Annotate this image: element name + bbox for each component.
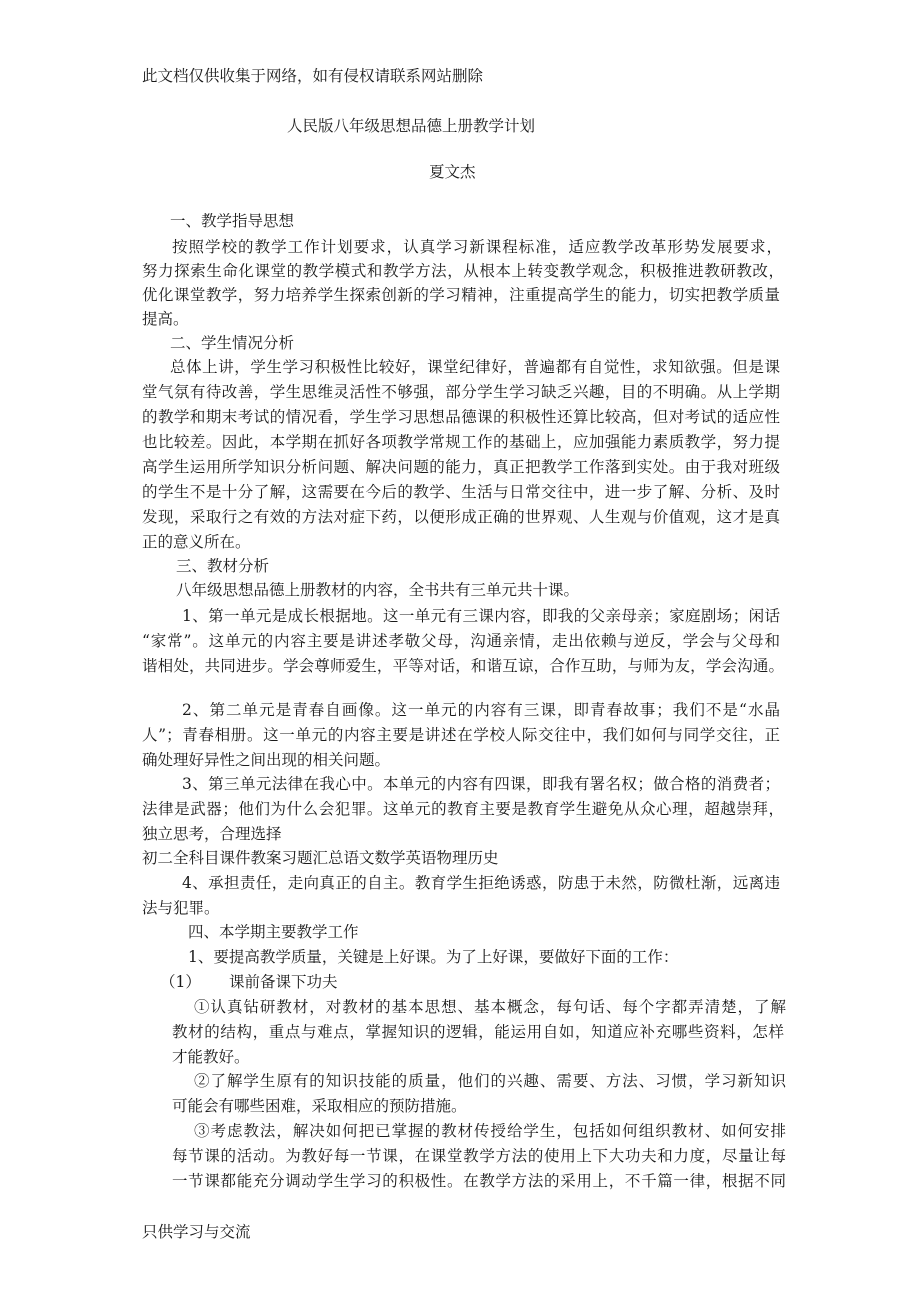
- paragraph-line: 正的意义所在。: [142, 533, 251, 551]
- paragraph-line: 独立思考，合理选择: [142, 825, 282, 843]
- paragraph-line: 每节课的活动。为教好每一节课，在课堂教学方法的使用上下大功夫和力度，尽量让每: [172, 1147, 786, 1165]
- paragraph-line: ③考虑教法，解决如何把已掌握的教材传授给学生，包括如何组织教材、如何安排: [194, 1122, 786, 1140]
- paragraph-line: 优化课堂教学，努力培养学生探索创新的学习精神，注重提高学生的能力，切实把教学质量: [142, 286, 780, 304]
- paragraph-line: 提高。: [142, 310, 189, 328]
- document-title: 人民版八年级思想品德上册教学计划: [287, 117, 536, 135]
- paragraph-line: 人”；青春相册。这一单元的内容主要是讲述在学校人际交往中，我们如何与同学交往，正: [142, 726, 780, 744]
- paragraph-line: 才能教好。: [172, 1048, 250, 1066]
- section-heading: 四、本学期主要教学工作: [188, 923, 359, 941]
- paragraph-line: 的教学和期末考试的情况看，学生学习思想品德课的积极性还算比较高，但对考试的适应性: [142, 408, 780, 426]
- paragraph-line: 1、要提高教学质量，关键是上好课。为了上好课，要做好下面的工作：: [188, 948, 679, 966]
- paragraph-line: 2、第二单元是青春自画像。这一单元的内容有三课，即青春故事；我们不是“水晶: [182, 701, 780, 719]
- paragraph-line: 努力探索生命化课堂的教学模式和教学方法，从根本上转变教学观念，积极推进教研教改，: [142, 262, 784, 280]
- paragraph-line: 高学生运用所学知识分析问题、解决问题的能力，真正把教学工作落到实处。由于我对班级: [142, 458, 780, 476]
- paragraph-line: 一节课都能充分调动学生学习的积极性。在教学方法的采用上，不千篇一律，根据不同: [172, 1172, 786, 1190]
- paragraph-line: ②了解学生原有的知识技能的质量，他们的兴趣、需要、方法、习惯，学习新知识: [194, 1072, 786, 1090]
- paragraph-line: 确处理好异性之间出现的相关问题。: [142, 751, 391, 769]
- paragraph-line: 法与犯罪。: [142, 899, 220, 917]
- paragraph-line: 发现，采取行之有效的方法对症下药，以便形成正确的世界观、人生观与价值观，这才是真: [142, 508, 780, 526]
- paragraph-line: 可能会有哪些困难，采取相应的预防措施。: [172, 1097, 467, 1115]
- paragraph-line: 八年级思想品德上册教材的内容，全书共有三单元共十课。: [176, 581, 580, 599]
- resource-link[interactable]: 初二全科目课件教案习题汇总语文数学英语物理历史: [142, 849, 499, 867]
- footer-note: 只供学习与交流: [142, 1223, 251, 1241]
- sub-item-label: 课前备课下功夫: [229, 973, 338, 991]
- paragraph-line: 法律是武器；他们为什么会犯罪。这单元的教育主要是教育学生避免从众心理，超越崇拜，: [142, 800, 784, 818]
- paragraph-line: 按照学校的教学工作计划要求，认真学习新课程标准，适应教学改革形势发展要求，: [172, 238, 782, 256]
- paragraph-line: 教材的结构，重点与难点，掌握知识的逻辑，能运用自如，知道应补充哪些资料，怎样: [172, 1023, 784, 1041]
- paragraph-line: 总体上讲，学生学习积极性比较好，课堂纪律好，普遍都有自觉性，求知欲强。但是课: [170, 358, 780, 376]
- paragraph-line: 3、第三单元法律在我心中。本单元的内容有四课，即我有署名权；做合格的消费者；: [182, 775, 780, 793]
- section-heading: 二、学生情况分析: [170, 334, 295, 352]
- paragraph-line: “家常”。这单元的内容主要是讲述孝敬父母，沟通亲情，走出依赖与逆反，学会与父母和: [142, 632, 780, 650]
- sub-item-number: （1）: [160, 973, 201, 991]
- section-heading: 三、教材分析: [176, 557, 270, 575]
- paragraph-line: 的学生不是十分了解，这需要在今后的教学、生活与日常交往中，进一步了解、分析、及时: [142, 483, 780, 501]
- section-heading: 一、教学指导思想: [170, 212, 295, 230]
- paragraph-line: 4、承担责任，走向真正的自主。教育学生拒绝诱惑，防患于未然，防微杜渐，远离违: [182, 874, 780, 892]
- header-note: 此文档仅供收集于网络，如有侵权请联系网站删除: [142, 67, 484, 85]
- paragraph-line: 也比较差。因此，本学期在抓好各项教学常规工作的基础上，应加强能力素质教学，努力提: [142, 433, 780, 451]
- paragraph-line: 谐相处，共同进步。学会尊师爱生，平等对话，和谐互谅，合作互助，与师为友，学会沟通。: [142, 657, 784, 675]
- document-author: 夏文杰: [429, 163, 476, 181]
- paragraph-line: ①认真钻研教材，对教材的基本思想、基本概念，每句话、每个字都弄清楚，了解: [194, 998, 786, 1016]
- paragraph-line: 堂气氛有待改善，学生思维灵活性不够强，部分学生学习缺乏兴趣，目的不明确。从上学期: [142, 383, 780, 401]
- paragraph-line: 1、第一单元是成长根据地。这一单元有三课内容，即我的父亲母亲；家庭剧场；闲话: [182, 607, 780, 625]
